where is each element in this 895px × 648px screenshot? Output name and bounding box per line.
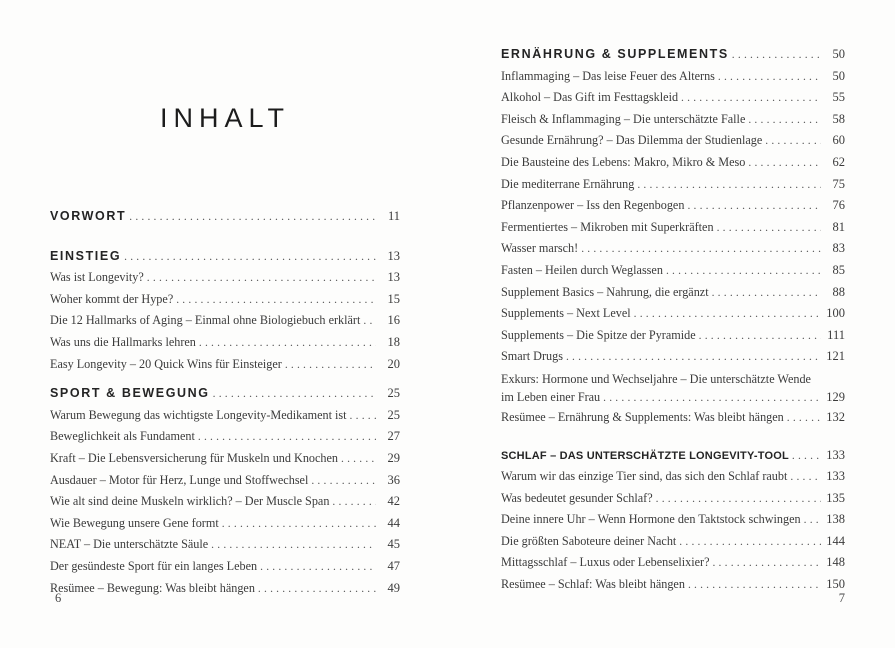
toc-section [50, 246, 400, 376]
toc-entry-label: Supplements – Next Level [501, 306, 631, 321]
toc-section-heading [501, 445, 845, 467]
dot-leader [679, 532, 821, 553]
folio-right: 7 [838, 591, 845, 605]
dot-leader [213, 384, 376, 405]
toc-page-number: 138 [826, 512, 845, 527]
toc-entry-label: Fleisch & Inflammaging – Die unterschätzte Falle [501, 111, 746, 126]
dot-leader [712, 283, 821, 304]
toc-entry-row [50, 578, 400, 600]
toc-entry-row [50, 470, 400, 492]
dot-leader [581, 239, 821, 260]
toc-entry-label: Warum Bewegung das wichtigste Longevity-Medikament ist [50, 407, 347, 422]
toc-entry [50, 267, 400, 289]
toc-section-heading-label: VORWORT [50, 209, 127, 223]
dot-leader [124, 247, 376, 268]
toc-entry-row [501, 488, 845, 510]
toc-entry [501, 195, 845, 217]
dot-leader [147, 268, 376, 289]
toc-entry-label: Beweglichkeit als Fundament [50, 429, 195, 444]
dot-leader [285, 355, 376, 376]
toc-page-number: 62 [832, 154, 845, 169]
toc-entry-row [50, 448, 400, 470]
toc-page-number: 18 [387, 334, 400, 349]
toc-entry-label: Gesunde Ernährung? – Das Dilemma der Studienlage [501, 133, 763, 148]
toc-entry [501, 87, 845, 109]
toc-page-number: 88 [832, 284, 845, 299]
toc-page-number: 44 [387, 515, 400, 530]
dot-leader [666, 261, 821, 282]
toc-entry-row [501, 260, 845, 282]
toc-entry-label: Resümee – Bewegung: Was bleibt hängen [50, 580, 255, 595]
toc-page-number: 42 [387, 494, 400, 509]
toc-entry-row [501, 152, 845, 174]
toc-entry-label: Deine innere Uhr – Wenn Hormone den Taktstock schwingen [501, 512, 801, 527]
toc-entry-row [501, 407, 845, 429]
toc-page-number: 45 [387, 537, 400, 552]
toc-entry-row [50, 332, 400, 354]
toc-entry [501, 217, 845, 239]
toc-page-number: 49 [387, 580, 400, 595]
toc-entry-row [50, 513, 400, 535]
toc-section-heading-label: EINSTIEG [50, 248, 122, 263]
toc-entry-label: Resümee – Schlaf: Was bleibt hängen [501, 577, 685, 592]
toc-entry [501, 260, 845, 282]
toc-entry [501, 509, 845, 531]
toc-entry-label: Die mediterrane Ernährung [501, 176, 635, 191]
toc-section [501, 44, 845, 429]
toc-entry-row [501, 87, 845, 109]
toc-entry-row [501, 66, 845, 88]
dot-leader [681, 88, 821, 109]
toc-page-number: 36 [387, 472, 400, 487]
toc-entry-label: NEAT – Die unterschätzte Säule [50, 537, 209, 552]
toc-page-number: 81 [832, 219, 845, 234]
dot-leader [787, 408, 821, 429]
toc-page-number: 111 [827, 327, 845, 342]
toc-entry-label: Was ist Longevity? [50, 270, 144, 285]
toc-entry [50, 534, 400, 556]
toc-entry-label: Fasten – Heilen durch Weglassen [501, 262, 663, 277]
toc-section [501, 445, 845, 596]
toc-entry-label: Kraft – Die Lebensversicherung für Muskeln und Knochen [50, 450, 339, 465]
toc-entry [501, 488, 845, 510]
toc-page-number: 83 [832, 241, 845, 256]
dot-leader [350, 406, 376, 427]
dot-leader [634, 304, 821, 325]
toc-entry [50, 332, 400, 354]
toc-entry-row [50, 405, 400, 427]
dot-leader [211, 535, 376, 556]
toc-page-number: 148 [826, 555, 845, 570]
toc-entry-label: Die 12 Hallmarks of Aging – Einmal ohne Biologiebuch erklärt [50, 313, 361, 328]
toc-entry-row [50, 310, 400, 332]
toc-entry-label: Woher kommt der Hype? [50, 291, 174, 306]
toc-section [50, 206, 400, 228]
toc-page-number: 58 [832, 111, 845, 126]
toc-entry [50, 556, 400, 578]
toc-entry [50, 426, 400, 448]
dot-leader [637, 175, 821, 196]
dot-leader [790, 467, 821, 488]
toc-page-number: 16 [387, 313, 400, 328]
toc-entry-label: Inflammaging – Das leise Feuer des Alterns [501, 68, 715, 83]
toc-page-number: 25 [387, 407, 400, 422]
dot-leader [363, 311, 376, 332]
toc-entry-row [501, 130, 845, 152]
toc-entry-row [501, 466, 845, 488]
dot-leader [717, 218, 821, 239]
folio-left: 6 [55, 591, 62, 605]
toc-entry [501, 325, 845, 347]
toc-page-number: 100 [826, 306, 845, 321]
toc-entry [501, 238, 845, 260]
toc-entry [50, 491, 400, 513]
toc-section-heading-label: ERNÄHRUNG & SUPPLEMENTS [501, 47, 729, 61]
toc-entry-label: Ausdauer – Motor für Herz, Lunge und Stoffwechsel [50, 472, 309, 487]
toc-entry [501, 346, 845, 368]
toc-entry-label: Easy Longevity – 20 Quick Wins für Einsteiger [50, 356, 282, 371]
toc-entry-row [501, 303, 845, 325]
dot-leader [656, 489, 821, 510]
dot-leader [712, 553, 821, 574]
toc-entry-row [50, 354, 400, 376]
toc-entry-label: Was uns die Hallmarks lehren [50, 334, 196, 349]
toc-page-number: 55 [832, 90, 845, 105]
dot-leader [718, 67, 821, 88]
dot-leader [699, 326, 821, 347]
toc-entry [50, 310, 400, 332]
toc-entry [501, 130, 845, 152]
toc-entry-label: Wie alt sind deine Muskeln wirklich? – Der Muscle Span [50, 494, 330, 509]
toc-entry [501, 152, 845, 174]
toc-entry [50, 405, 400, 427]
toc-entry-label: Pflanzenpower – Iss den Regenbogen [501, 198, 685, 213]
toc-entry-row [50, 426, 400, 448]
toc-entry-label: Wasser marsch! [501, 241, 579, 256]
toc-entry-row [501, 282, 845, 304]
toc-entry-label: Supplements – Die Spitze der Pyramide [501, 327, 696, 342]
toc-section-heading [501, 44, 845, 66]
toc-entry-wrap-line: Exkurs: Hormone und Wechseljahre – Die unterschätzte Wende [501, 371, 811, 386]
toc-entry-row [50, 267, 400, 289]
toc-page-number: 27 [387, 429, 400, 444]
dot-leader [687, 196, 821, 217]
toc-entry-row [501, 238, 845, 260]
toc-entry [501, 174, 845, 196]
toc-section-heading-label: SPORT & BEWEGUNG [50, 386, 210, 401]
toc-entry [50, 578, 400, 600]
toc-entry-row [50, 556, 400, 578]
toc-entry-label: Der gesündeste Sport für ein langes Leben [50, 558, 258, 573]
dot-leader [341, 449, 376, 470]
dot-leader [765, 131, 821, 152]
dot-leader [603, 389, 821, 407]
toc-page-number: 60 [832, 133, 845, 148]
toc-entry-row [501, 174, 845, 196]
toc-entry-row [501, 346, 845, 368]
toc-entry [501, 574, 845, 596]
toc-section-heading [50, 206, 400, 228]
toc-entry-row [501, 217, 845, 239]
toc-entry-row [501, 195, 845, 217]
toc-page-number: 25 [387, 386, 400, 401]
toc-entry-label: Die Bausteine des Lebens: Makro, Mikro & Meso [501, 154, 746, 169]
toc-entry-label: Warum wir das einzige Tier sind, das sich den Schlaf raubt [501, 469, 788, 484]
toc-entry-row [50, 534, 400, 556]
toc-column-left [50, 206, 400, 599]
toc-entry [501, 66, 845, 88]
toc-entry [50, 470, 400, 492]
toc-entry-label: Smart Drugs [501, 349, 563, 364]
toc-page-number: 11 [387, 209, 400, 223]
toc-page-number: 76 [832, 198, 845, 213]
toc-entry-label: Supplement Basics – Nahrung, die ergänzt [501, 284, 709, 299]
toc-page-number: 13 [387, 270, 400, 285]
dot-leader [732, 45, 821, 66]
dot-leader [260, 557, 376, 578]
toc-entry-label: Was bedeutet gesunder Schlaf? [501, 490, 653, 505]
dot-leader [129, 207, 376, 228]
dot-leader [311, 471, 376, 492]
dot-leader [688, 575, 821, 596]
toc-page-number: 85 [832, 262, 845, 277]
dot-leader [198, 427, 376, 448]
toc-entry [501, 303, 845, 325]
dot-leader [748, 153, 821, 174]
toc-page-number: 121 [826, 349, 845, 364]
dot-leader [566, 347, 821, 368]
toc-entry [501, 368, 845, 407]
toc-entry [501, 552, 845, 574]
toc-entry [501, 407, 845, 429]
toc-entry-row [501, 552, 845, 574]
toc-entry [50, 354, 400, 376]
dot-leader [222, 514, 376, 535]
toc-entry-label: Fermentiertes – Mikroben mit Superkräften [501, 219, 714, 234]
toc-page-number: 20 [387, 356, 400, 371]
toc-page-number: 13 [387, 248, 400, 263]
toc-section-heading-label: SCHLAF – DAS UNTERSCHÄTZTE LONGEVITY-TOOL [501, 449, 789, 462]
toc-page-number: 132 [826, 409, 845, 424]
toc-entry-label: Mittagsschlaf – Luxus oder Lebenselixier? [501, 555, 710, 570]
toc-entry-row [501, 109, 845, 131]
toc-entry [50, 513, 400, 535]
toc-page-number: 133 [826, 447, 845, 462]
toc-page-number: 50 [832, 68, 845, 83]
toc-page-number: 29 [387, 450, 400, 465]
toc-page-number: 133 [826, 469, 845, 484]
toc-page-number: 47 [387, 558, 400, 573]
toc-entry-label: im Leben einer Frau [501, 389, 601, 404]
toc-entry-row [501, 325, 845, 347]
toc-entry [501, 531, 845, 553]
toc-section-heading [50, 383, 400, 405]
toc-entry [501, 282, 845, 304]
toc-entry [501, 109, 845, 131]
toc-entry-label: Wie Bewegung unsere Gene formt [50, 515, 219, 530]
page-title: INHALT [159, 103, 290, 133]
toc-entry-row [501, 509, 845, 531]
toc-section [50, 383, 400, 599]
toc-column-right [501, 44, 845, 596]
toc-page-number: 75 [832, 176, 845, 191]
toc-entry-label: Resümee – Ernährung & Supplements: Was bleibt hängen [501, 409, 784, 424]
toc-page-number: 15 [387, 291, 400, 306]
toc-section-heading [50, 246, 400, 268]
toc-entry-row [50, 491, 400, 513]
toc-entry [50, 289, 400, 311]
dot-leader [176, 290, 376, 311]
toc-entry-row [501, 531, 845, 553]
toc-page-number: 150 [826, 577, 845, 592]
toc-entry-label: Die größten Saboteure deiner Nacht [501, 533, 677, 548]
toc-entry [50, 448, 400, 470]
dot-leader [258, 579, 376, 600]
toc-entry-row [501, 388, 845, 407]
dot-leader [199, 333, 376, 354]
toc-page-number: 144 [826, 533, 845, 548]
dot-leader [332, 492, 376, 513]
dot-leader [748, 110, 821, 131]
toc-entry [501, 466, 845, 488]
toc-entry-label: Alkohol – Das Gift im Festtagskleid [501, 90, 679, 105]
toc-page-number: 50 [832, 47, 845, 61]
dot-leader [792, 446, 821, 467]
toc-entry-row [501, 574, 845, 596]
toc-page-number: 135 [826, 490, 845, 505]
toc-entry-row [50, 289, 400, 311]
dot-leader [804, 510, 821, 531]
toc-page-number: 129 [826, 389, 845, 404]
